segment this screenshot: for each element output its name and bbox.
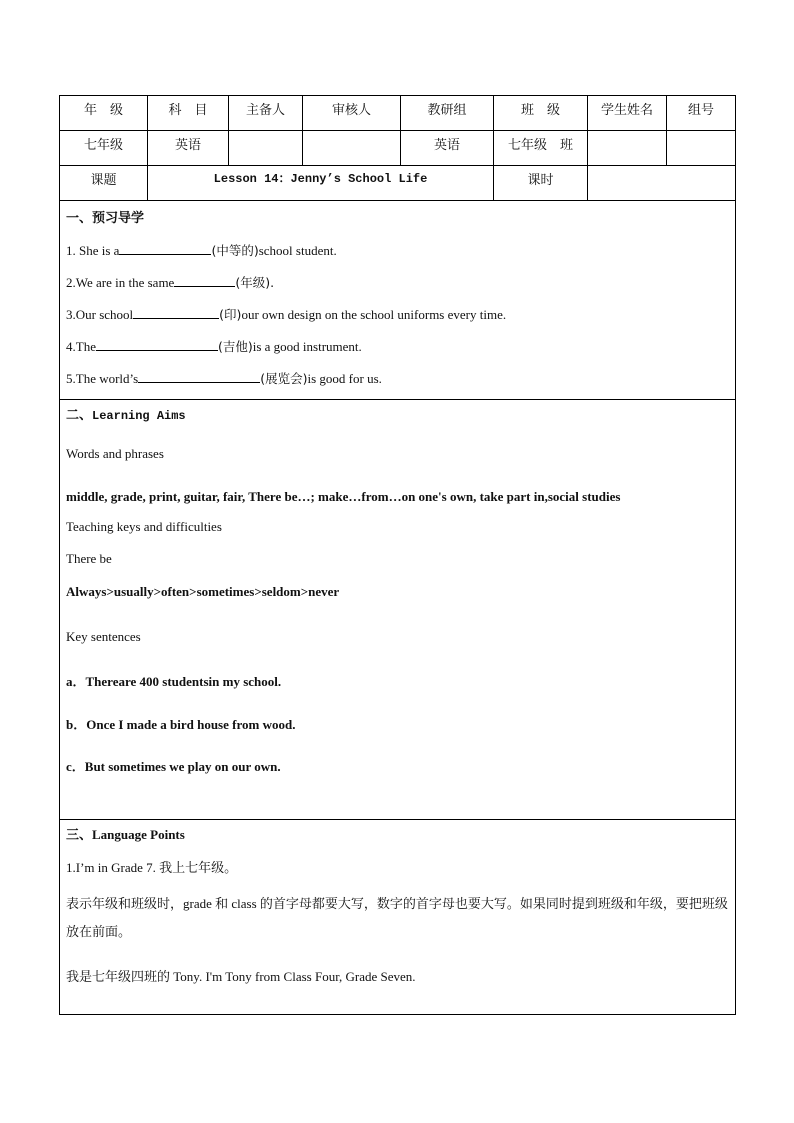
header-cell-team-number: 组号 [667, 96, 735, 131]
preview-item-1: 1. She is a (中等的)school student. [66, 243, 337, 258]
teaching-key-item: There be [66, 551, 112, 566]
value-cell-subject: 英语 [148, 131, 229, 166]
preview-section [60, 201, 735, 400]
learning-aims-title: 二、Learning Aims [66, 407, 186, 423]
example-sentence: 我是七年级四班的 Tony. I'm Tony from Class Four, Grade Seven. [66, 969, 416, 984]
value-cell-grade: 七年级 [60, 131, 148, 166]
header-cell-grade: 年 级 [60, 96, 148, 131]
learning-aims-section [60, 400, 735, 820]
frequency-adverbs: Always>usually>often>sometimes>seldom>never [66, 584, 340, 599]
language-point-1: 1.I’m in Grade 7. 我上七年级。 [66, 860, 238, 875]
header-cell-subject: 科 目 [148, 96, 229, 131]
language-points-title: 三、Language Points [66, 827, 185, 842]
preview-item-3: 3.Our school (印)our own design on the school uniforms every time. [66, 307, 507, 322]
header-cell-preparer: 主备人 [229, 96, 303, 131]
teaching-keys-label: Teaching keys and difficulties [66, 519, 222, 534]
key-sentences-label: Key sentences [66, 629, 141, 644]
key-sentence-a: a．Thereare 400 studentsin my school. [66, 674, 282, 689]
value-cell-class: 七年级 班 [494, 131, 588, 166]
topic-label: 课题 [60, 166, 148, 201]
lesson-title: Lesson 14：Jenny’s School Life [148, 166, 494, 201]
header-cell-class: 班 级 [494, 96, 588, 131]
vocabulary-list: middle, grade, print, guitar, fair, There be…; make…from…on one's own, take part in,social studies [66, 489, 621, 504]
preview-item-5: 5.The world’s (展览会)is good for us. [66, 371, 382, 386]
key-sentence-b: b．Once I made a bird house from wood. [66, 717, 296, 732]
value-cell-group: 英语 [401, 131, 494, 166]
header-cell-group: 教研组 [401, 96, 494, 131]
preview-item-2: 2.We are in the same (年级). [66, 275, 275, 290]
value-cell-student-name [588, 131, 667, 166]
period-label: 课时 [494, 166, 588, 201]
preview-item-4: 4.The (吉他)is a good instrument. [66, 339, 362, 354]
language-points-section [60, 820, 735, 1014]
lesson-plan-table [59, 95, 736, 1015]
header-cell-student-name: 学生姓名 [588, 96, 667, 131]
preview-section-title: 一、预习导学 [66, 210, 145, 225]
capitalization-rule: 表示年级和班级时，grade 和 class 的首字母都要大写，数字的首字母也要大写。如果同时提到班级和年级，要把班级放在前面。 [66, 896, 728, 939]
value-cell-preparer [229, 131, 303, 166]
period-value [588, 166, 735, 201]
key-sentence-c: c．But sometimes we play on our own. [66, 759, 281, 774]
value-cell-reviewer [303, 131, 401, 166]
words-and-phrases-label: Words and phrases [66, 446, 164, 461]
header-cell-reviewer: 审核人 [303, 96, 401, 131]
value-cell-team-number [667, 131, 735, 166]
